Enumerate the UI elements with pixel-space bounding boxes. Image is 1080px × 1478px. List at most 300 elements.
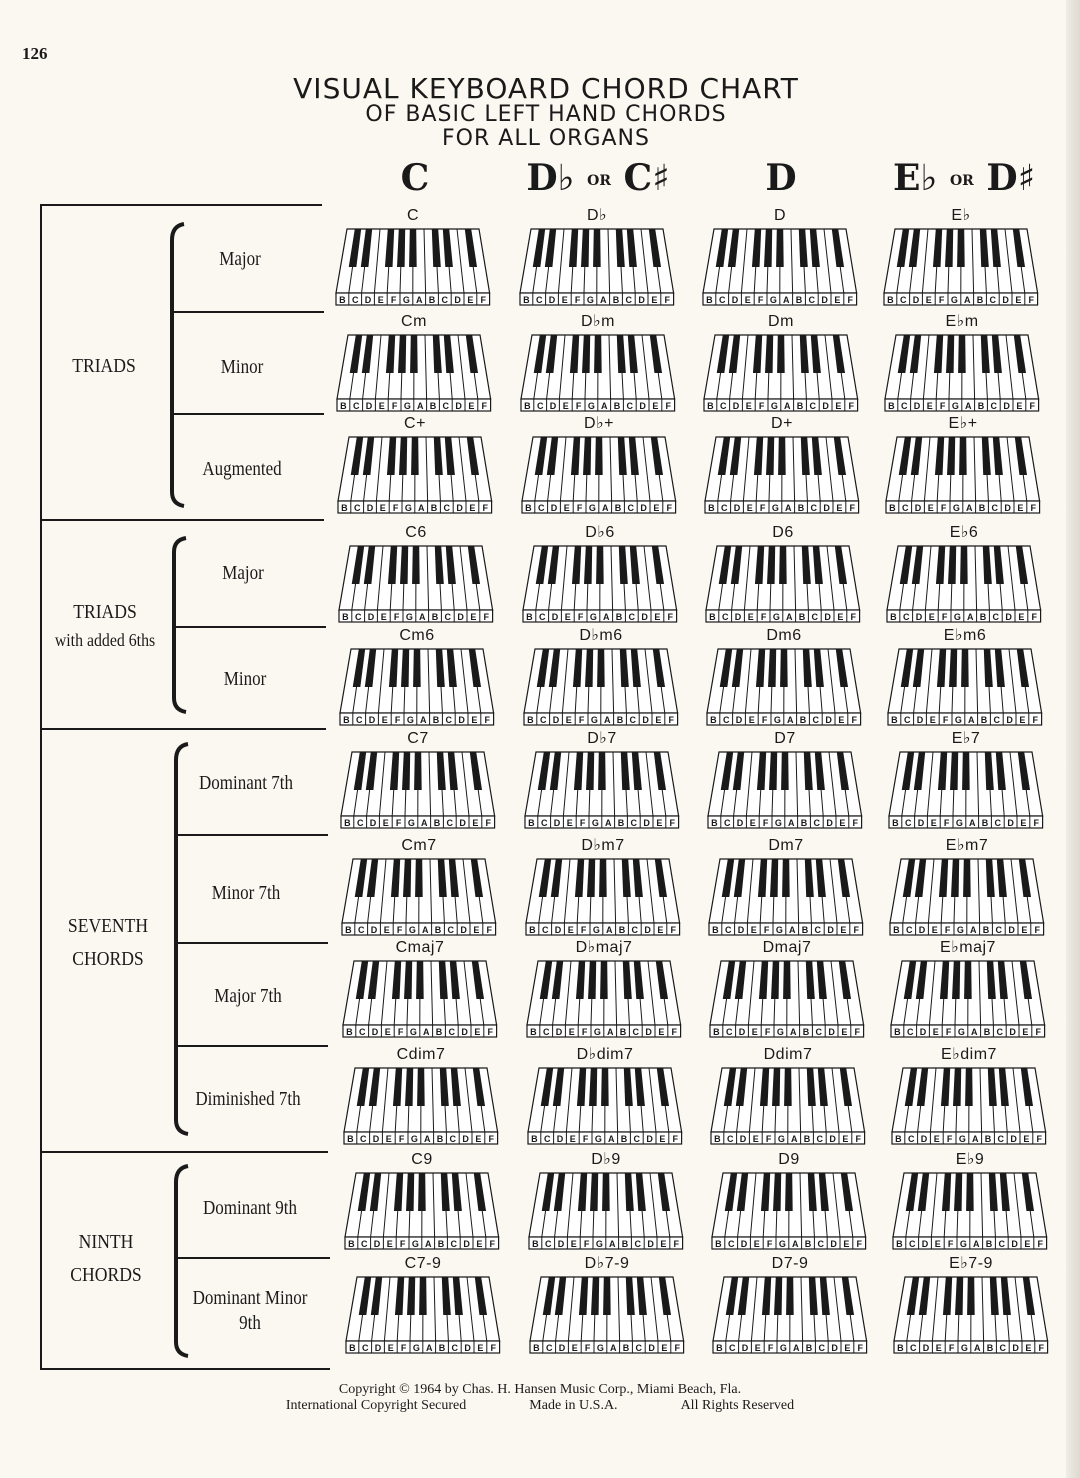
- keyboard-diagram: [708, 1064, 868, 1146]
- chord-name: Ddim7: [763, 1046, 813, 1063]
- key-letter: F: [1034, 925, 1040, 935]
- key-letter: B: [343, 715, 350, 725]
- chord-name: E♭: [951, 207, 971, 224]
- group-label-ninth-chords: NINTH CHORDS: [70, 1231, 142, 1286]
- key-letter: D: [1002, 295, 1009, 305]
- table-bottom-rule: [40, 1368, 330, 1370]
- black-key: [411, 437, 419, 475]
- chord-diagram: [706, 836, 866, 937]
- key-letter: D: [822, 401, 829, 411]
- key-letter: B: [437, 1239, 445, 1249]
- page-number: 126: [22, 44, 48, 63]
- key-letter: B: [428, 295, 436, 305]
- black-key: [418, 1173, 426, 1211]
- black-key: [412, 546, 420, 584]
- key-letter: D: [554, 925, 562, 935]
- chord-diagram: [886, 729, 1046, 830]
- key-letter: C: [361, 1343, 369, 1353]
- chord-diagram: [341, 1045, 501, 1146]
- key-letter: F: [765, 1134, 772, 1144]
- key-letter: E: [754, 1343, 761, 1353]
- key-letter: B: [716, 1343, 723, 1353]
- black-key: [597, 649, 605, 687]
- key-letter: D: [374, 1343, 382, 1353]
- key-letter: B: [891, 715, 898, 725]
- key-letter: F: [488, 1134, 494, 1144]
- key-letter: E: [838, 715, 845, 725]
- key-letter: F: [669, 818, 675, 828]
- keyboard-diagram: [524, 957, 684, 1039]
- chord-name: E♭+: [948, 415, 978, 432]
- chord-name: E♭6: [949, 524, 979, 541]
- key-letter: F: [766, 1239, 773, 1249]
- key-letter: D: [455, 401, 462, 411]
- key-letter: C: [357, 925, 365, 935]
- key-letter: C: [720, 503, 728, 513]
- key-letter: E: [753, 1239, 760, 1249]
- key-letter: E: [570, 1239, 577, 1249]
- key-letter: B: [709, 612, 716, 622]
- key-letter: G: [776, 1027, 784, 1037]
- key-letter: G: [955, 818, 963, 828]
- key-letter: D: [1005, 612, 1012, 622]
- key-letter: D: [823, 503, 830, 513]
- key-letter: D: [731, 295, 739, 305]
- key-letter: D: [1009, 1027, 1016, 1037]
- key-letter: C: [443, 503, 451, 513]
- key-letter: F: [1037, 1239, 1043, 1249]
- key-letter: C: [728, 1343, 736, 1353]
- key-letter: E: [837, 612, 844, 622]
- key-letter: B: [348, 1239, 355, 1249]
- key-letter: A: [965, 503, 973, 513]
- chord-name: Cdim7: [396, 1046, 446, 1063]
- key-letter: C: [722, 715, 730, 725]
- key-letter: D: [640, 503, 647, 513]
- key-letter: B: [802, 1027, 810, 1037]
- key-letter: D: [458, 715, 465, 725]
- key-letter: C: [354, 612, 362, 622]
- chord-name: D6: [772, 524, 794, 541]
- key-letter: B: [344, 818, 351, 828]
- row-label-major-6th: Major: [222, 562, 264, 584]
- chord-diagram: [522, 729, 682, 830]
- key-header-d-flat: D♭ OR C♯: [526, 157, 670, 199]
- key-letter: A: [418, 612, 426, 622]
- key-letter: E: [929, 715, 936, 725]
- keyboard-diagram: [886, 748, 1046, 830]
- key-letter: D: [548, 295, 556, 305]
- chord-name: D♭m7: [581, 837, 625, 854]
- key-letter: E: [386, 1239, 393, 1249]
- key-letter: B: [797, 503, 805, 513]
- black-key: [419, 1277, 427, 1315]
- key-letter: C: [809, 401, 817, 411]
- keyboard-diagram: [890, 1169, 1050, 1251]
- key-letter: B: [976, 295, 984, 305]
- key-letter: G: [589, 612, 597, 622]
- key-letter: D: [736, 818, 744, 828]
- key-letter: G: [951, 401, 959, 411]
- key-letter: F: [848, 401, 854, 411]
- key-letter: B: [525, 503, 532, 513]
- key-letter: C: [352, 401, 360, 411]
- key-letter: C: [899, 295, 907, 305]
- key-letter: A: [970, 1027, 978, 1037]
- row-divider: [176, 626, 326, 628]
- key-letter: B: [532, 1239, 539, 1249]
- chord-name: C+: [404, 415, 426, 432]
- chord-name: D♭7-9: [584, 1255, 630, 1272]
- key-letter: C: [815, 1027, 823, 1037]
- key-letter: C: [632, 1027, 640, 1037]
- key-letter: E: [1021, 925, 1028, 935]
- key-letter: D: [641, 612, 648, 622]
- key-letter: G: [596, 1343, 604, 1353]
- key-letter: E: [380, 612, 387, 622]
- key-letter: B: [890, 612, 897, 622]
- keyboard-diagram: [881, 225, 1041, 307]
- chart-subtitle-line-2: FOR ALL ORGANS: [442, 126, 650, 151]
- key-letter: B: [349, 1343, 356, 1353]
- row-label-dominant-9th: Dominant 9th: [203, 1197, 297, 1219]
- black-key: [594, 335, 602, 373]
- key-letter: E: [935, 1343, 942, 1353]
- key-letter: C: [625, 295, 633, 305]
- black-key: [960, 546, 968, 584]
- key-letter: B: [619, 1027, 627, 1037]
- black-key: [783, 961, 791, 999]
- black-key: [413, 649, 421, 687]
- chord-name: E♭7-9: [949, 1255, 993, 1272]
- key-letter: B: [896, 1239, 903, 1249]
- key-letter: E: [836, 503, 843, 513]
- key-letter: A: [783, 401, 791, 411]
- key-letter: B: [429, 401, 437, 411]
- key-letter: E: [657, 925, 664, 935]
- black-key: [410, 335, 418, 373]
- key-letter: C: [542, 1027, 550, 1037]
- key-letter: E: [834, 295, 841, 305]
- key-letter: D: [831, 1343, 838, 1353]
- key-letter: F: [484, 715, 490, 725]
- key-letter: E: [1016, 401, 1023, 411]
- chord-diagram: [343, 1254, 503, 1355]
- chord-diagram: [334, 312, 494, 413]
- chord-diagram: [520, 523, 680, 624]
- black-key: [962, 752, 970, 790]
- key-letter: B: [618, 925, 626, 935]
- black-key: [959, 437, 967, 475]
- chord-name: Cm6: [399, 627, 435, 644]
- key-letter: F: [764, 1027, 771, 1037]
- key-letter: B: [533, 1343, 540, 1353]
- chord-diagram: [704, 626, 864, 727]
- keyboard-diagram: [703, 542, 863, 624]
- key-letter: G: [779, 1343, 787, 1353]
- key-letter: A: [421, 925, 429, 935]
- key-letter: G: [775, 925, 783, 935]
- key-letter: F: [946, 1134, 953, 1144]
- key-letter: C: [991, 503, 999, 513]
- key-letter: F: [940, 503, 947, 513]
- key-letter: C: [903, 715, 911, 725]
- key-letter: E: [569, 1134, 576, 1144]
- key-letter: D: [638, 295, 645, 305]
- key-letter: E: [652, 401, 659, 411]
- row-label-minor-7th: Minor 7th: [211, 882, 281, 904]
- key-letter: E: [842, 1134, 849, 1144]
- key-letter: B: [620, 1134, 628, 1144]
- chord-name: E♭dim7: [941, 1046, 997, 1063]
- chord-name: D: [773, 207, 787, 224]
- key-letter: A: [788, 925, 796, 935]
- key-letter: A: [604, 818, 612, 828]
- chord-diagram: [339, 836, 499, 937]
- row-divider: [174, 413, 324, 415]
- key-letter: C: [631, 925, 639, 935]
- key-letter: C: [535, 295, 543, 305]
- key-letter: E: [926, 401, 933, 411]
- key-letter: D: [830, 1239, 837, 1249]
- key-letter: C: [630, 818, 638, 828]
- key-letter: D: [913, 401, 921, 411]
- key-letter: A: [966, 612, 974, 622]
- chord-name: Dm: [768, 313, 794, 330]
- key-letter: D: [1004, 503, 1011, 513]
- key-letter: D: [737, 925, 745, 935]
- key-letter: D: [917, 818, 925, 828]
- keyboard-diagram: [521, 645, 681, 727]
- key-letter: F: [485, 818, 491, 828]
- key-letter: F: [392, 503, 399, 513]
- key-letter: C: [998, 1239, 1006, 1249]
- key-letter: C: [635, 1343, 643, 1353]
- key-letter: D: [824, 612, 831, 622]
- chord-diagram: [884, 523, 1044, 624]
- black-key: [593, 229, 601, 267]
- key-letter: A: [608, 1239, 616, 1249]
- key-letter: A: [789, 1027, 797, 1037]
- key-letter: A: [790, 1134, 798, 1144]
- key-letter: F: [763, 925, 770, 935]
- key-letter: B: [432, 715, 440, 725]
- key-letter: B: [798, 612, 806, 622]
- key-letter: F: [943, 818, 950, 828]
- key-letter: A: [423, 1134, 431, 1144]
- keyboard-diagram: [334, 331, 494, 413]
- key-letter: E: [1023, 1134, 1030, 1144]
- key-letter: D: [732, 401, 740, 411]
- key-letter: D: [557, 1239, 565, 1249]
- key-letter: B: [897, 1343, 904, 1353]
- chord-diagram: [702, 414, 862, 515]
- key-letter: E: [378, 401, 385, 411]
- key-letter: A: [792, 1343, 800, 1353]
- chord-name: D9: [778, 1151, 800, 1168]
- key-letter: B: [612, 295, 620, 305]
- key-letter: A: [415, 295, 423, 305]
- keyboard-diagram: [337, 645, 497, 727]
- key-letter: E: [470, 612, 477, 622]
- key-letter: G: [587, 401, 595, 411]
- key-letter: B: [796, 401, 804, 411]
- key-letter: F: [847, 295, 853, 305]
- key-letter: G: [773, 715, 781, 725]
- keyboard-diagram: [888, 957, 1048, 1039]
- key-letter: D: [366, 503, 374, 513]
- chord-name: E♭maj7: [940, 939, 996, 956]
- black-key: [779, 546, 787, 584]
- key-letter: C: [359, 1134, 367, 1144]
- key-letter: D: [918, 925, 926, 935]
- chord-name: D♭m6: [579, 627, 623, 644]
- key-letter: F: [1029, 401, 1035, 411]
- chord-diagram: [707, 938, 867, 1039]
- key-letter: D: [370, 925, 378, 935]
- key-letter: D: [459, 818, 466, 828]
- key-letter: D: [915, 612, 923, 622]
- chord-name: E♭9: [955, 1151, 985, 1168]
- group-divider: [40, 519, 324, 521]
- key-letter: G: [406, 715, 414, 725]
- key-letter: D: [1011, 1239, 1018, 1249]
- key-letter: E: [661, 1343, 668, 1353]
- group-divider: [40, 1151, 328, 1153]
- all-rights-reserved: All Rights Reserved: [680, 1398, 795, 1413]
- chord-diagram: [709, 1150, 869, 1251]
- key-letter: F: [584, 1343, 591, 1353]
- key-letter: E: [562, 401, 569, 411]
- key-letter: D: [919, 1027, 927, 1037]
- key-letter: B: [614, 503, 622, 513]
- key-letter: B: [340, 401, 347, 411]
- key-letter: B: [985, 1239, 993, 1249]
- key-letter: C: [358, 1027, 366, 1037]
- key-letter: B: [804, 1239, 812, 1249]
- key-letter: C: [727, 1239, 735, 1249]
- chord-name: D♭: [586, 207, 608, 224]
- keyboard-diagram: [338, 748, 498, 830]
- key-letter: G: [408, 925, 416, 935]
- key-letter: D: [1012, 1343, 1019, 1353]
- chord-diagram: [526, 1150, 686, 1251]
- key-letter: G: [407, 818, 415, 828]
- key-letter: E: [469, 503, 476, 513]
- black-key: [967, 1277, 975, 1315]
- chord-name: C7: [407, 730, 429, 747]
- row-label-diminished-7th: Diminished 7th: [195, 1088, 301, 1110]
- key-letter: D: [551, 612, 559, 622]
- key-letter: B: [977, 401, 985, 411]
- key-letter: B: [430, 503, 438, 513]
- key-letter: E: [651, 295, 658, 305]
- key-letter: E: [475, 1134, 482, 1144]
- chart-subtitle-line-1: OF BASIC LEFT HAND CHORDS: [365, 102, 727, 127]
- keyboard-diagram: [705, 748, 865, 830]
- key-letter: F: [393, 612, 400, 622]
- key-letter: F: [1033, 818, 1039, 828]
- key-letter: D: [912, 295, 920, 305]
- key-letter: G: [956, 925, 964, 935]
- key-letter: B: [345, 925, 352, 935]
- key-letter: E: [476, 1239, 483, 1249]
- key-letter: F: [852, 818, 858, 828]
- key-letter: E: [927, 503, 934, 513]
- key-letter: D: [735, 715, 743, 725]
- key-letter: F: [674, 1343, 680, 1353]
- key-letter: F: [583, 1239, 590, 1249]
- key-letter: E: [1025, 1343, 1032, 1353]
- chord-diagram: [703, 523, 863, 624]
- keyboard-diagram: [891, 1273, 1051, 1355]
- key-letter: D: [821, 295, 828, 305]
- key-letter: F: [762, 818, 769, 828]
- key-letter: G: [771, 503, 779, 513]
- key-letter: G: [409, 1027, 417, 1037]
- page-edge: [1066, 0, 1080, 1478]
- key-letter: A: [599, 295, 607, 305]
- key-letter: D: [828, 1027, 835, 1037]
- key-letter: E: [473, 925, 480, 935]
- key-letter: B: [708, 503, 715, 513]
- key-letter: F: [757, 295, 764, 305]
- keyboard-diagram: [709, 1169, 869, 1251]
- key-letter: A: [600, 401, 608, 411]
- chord-diagram: [891, 1254, 1051, 1355]
- key-letter: A: [973, 1343, 981, 1353]
- black-key: [965, 1068, 973, 1106]
- keyboard-diagram: [520, 542, 680, 624]
- key-letter: C: [909, 1343, 917, 1353]
- chord-diagram: [881, 206, 1041, 307]
- chord-diagram: [337, 626, 497, 727]
- key-letter: D: [461, 1027, 468, 1037]
- key-letter: F: [673, 1239, 679, 1249]
- chart-title: VISUAL KEYBOARD CHORD CHART: [293, 72, 799, 105]
- black-key: [415, 859, 423, 897]
- key-letter: D: [372, 1134, 380, 1144]
- key-letter: E: [1018, 612, 1025, 622]
- key-letter: C: [989, 295, 997, 305]
- group-label-triads: TRIADS: [72, 355, 136, 377]
- key-letter: C: [441, 295, 449, 305]
- key-letter: B: [438, 1343, 446, 1353]
- key-letter: B: [805, 1343, 813, 1353]
- key-letter: A: [607, 1134, 615, 1144]
- chord-name: Dm7: [768, 837, 804, 854]
- key-letter: F: [574, 295, 581, 305]
- chord-diagram: [333, 206, 493, 307]
- black-key: [777, 335, 785, 373]
- key-letter: C: [900, 401, 908, 411]
- keyboard-diagram: [885, 645, 1045, 727]
- keyboard-diagram: [333, 225, 493, 307]
- key-letter: E: [377, 295, 384, 305]
- chord-diagram: [338, 729, 498, 830]
- key-letter: G: [403, 401, 411, 411]
- key-letter: C: [536, 401, 544, 411]
- key-letter: E: [566, 818, 573, 828]
- key-letter: F: [758, 401, 765, 411]
- key-letter: B: [889, 503, 896, 513]
- key-letter: G: [402, 295, 410, 305]
- key-letter: D: [738, 1027, 746, 1037]
- key-letter: B: [346, 1027, 353, 1037]
- key-letter: A: [791, 1239, 799, 1249]
- key-letter: D: [1010, 1134, 1017, 1144]
- key-letter: F: [667, 612, 673, 622]
